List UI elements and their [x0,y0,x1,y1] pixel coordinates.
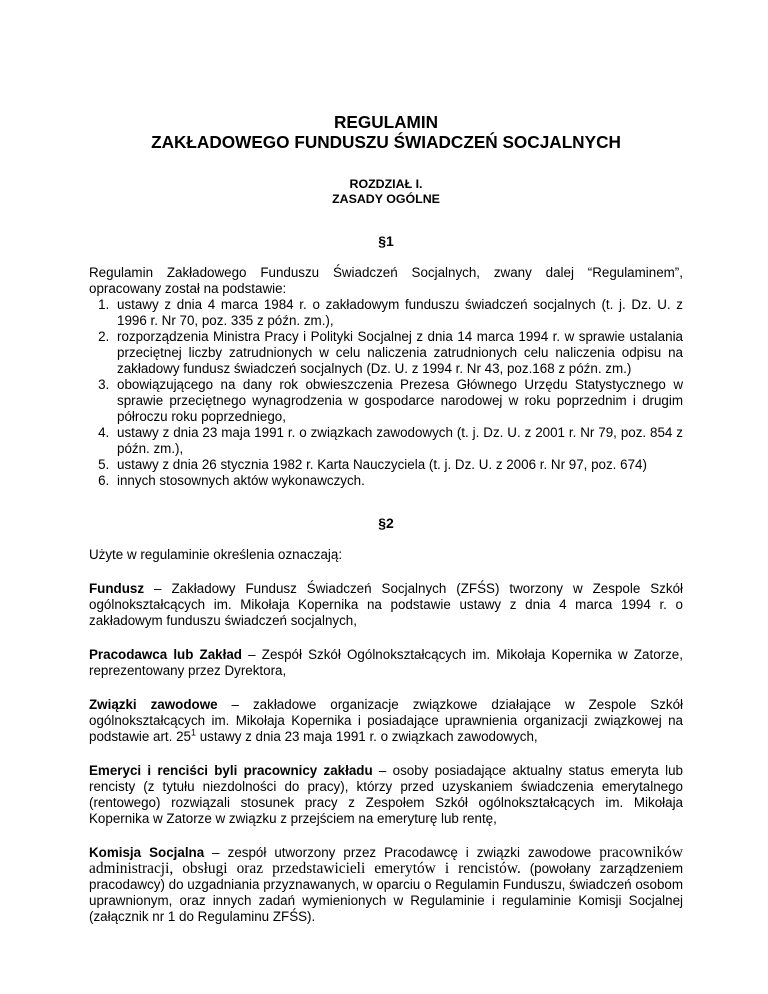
definition-pracodawca [89,647,683,679]
definition-fundusz [89,581,683,629]
superscript: 1 [190,727,196,738]
section-2-heading: §2 [378,515,394,531]
definition-text-serif: pracowników administracji, obsługi oraz przedstawicieli emerytów i rencistów. [89,844,683,877]
term-emeryci: Emeryci i renciści byli pracownicy zakładu [89,763,373,778]
chapter-heading [89,177,683,207]
list-item: 3. obowiązującego na dany rok obwieszczenia Prezesa Głównego Urzędu Statystycznego w sprawie przeciętnego wynagrodzenia w gospodarce narodowej w roku poprzednim i drugim półroczu roku poprzedniego, [113,377,683,425]
list-item: 6. innych stosownych aktów wykonawczych. [113,473,683,489]
definition-zwiazki [89,697,683,745]
definition-text: (powołany zarządzeniem pracodawcy) do uzgadniania przyznawanych, w oparciu o Regulamin Funduszu, świadczeń osobom uprawnionym, oraz innych zadań wymienionych w Regulaminie i regulaminie Komisji Socjalnej (załącznik nr 1 do Regulaminu ZFŚS). [89,861,683,924]
section-1-intro: Regulamin Zakładowego Funduszu Świadczeń Socjalnych, zwany dalej “Regulaminem”, opracowany został na podstawie: [89,265,683,296]
term-komisja: Komisja Socjalna [89,845,205,860]
chapter-title: ZASADY OGÓLNE [332,192,440,206]
section-1-heading: §1 [378,233,394,249]
list-item: 2. rozporządzenia Ministra Pracy i Polityki Socjalnej z dnia 14 marca 1994 r. w sprawie ustalania przeciętnej liczby zatrudnionych w celu naliczenia zatrudnionych celu naliczenia odpisu na zakładowy fundusz świadczeń socjalnych (Dz. U. z 1994 r. Nr 43, poz.168 z późn. zm.) [113,329,683,377]
definition-text: – zespół utworzony przez Pracodawcę i związki zawodowe [204,845,600,860]
definition-emeryci [89,763,683,827]
list-item: 5. ustawy z dnia 26 stycznia 1982 r. Karta Nauczyciela (t. j. Dz. U. z 2006 r. Nr 97, poz. 674) [113,457,683,473]
document-title [89,112,683,152]
definition-komisja [89,845,683,925]
definition-text: – osoby posiadające aktualny status emeryta lub rencisty (z tytułu niezdolności do pracy), którzy przed uzyskaniem świadczenia emerytalnego (rentowego) rozwiązali stosunek pracy z Zespołem Szkół ogólnokształcących im. Mikołaja Kopernika w Zatorze w związku z przejściem na emeryturę lub rentę, [89,763,683,826]
document-page [89,112,683,925]
definition-text: – Zespół Szkół Ogólnokształcących im. Mikołaja Kopernika w Zatorze, reprezentowany przez Dyrektora, [89,647,683,678]
term-pracodawca: Pracodawca lub Zakład [89,647,242,662]
definition-text: – Zakładowy Fundusz Świadczeń Socjalnych (ZFŚS) tworzony w Zespole Szkół ogólnokształcących im. Mikołaja Kopernika na podstawie ustawy z dnia 4 marca 1994 r. o zakładowym funduszu świadczeń socjalnych, [89,581,683,628]
definition-text: – zakładowe organizacje związkowe działające w Zespole Szkół ogólnokształcących im. Mikołaja Kopernika i posiadające uprawnienia organizacji związkowej na podstawie art. 25 [89,697,683,744]
definition-text: ustawy z dnia 23 maja 1991 r. o związkach zawodowych, [196,729,538,744]
chapter-number: ROZDZIAŁ I. [349,177,423,191]
term-fundusz: Fundusz [89,581,145,596]
list-item: 4. ustawy z dnia 23 maja 1991 r. o związkach zawodowych (t. j. Dz. U. z 2001 r. Nr 79, poz. 854 z późn. zm.), [113,425,683,457]
title-line-1: REGULAMIN [333,112,439,132]
list-item: 1. ustawy z dnia 4 marca 1984 r. o zakładowym funduszu świadczeń socjalnych (t. j. Dz. U. z 1996 r. Nr 70, poz. 335 z późn. zm.), [113,297,683,329]
legal-basis-list [89,297,683,489]
title-line-2: ZAKŁADOWEGO FUNDUSZU ŚWIADCZEŃ SOCJALNYCH [151,132,621,152]
section-2-intro: Użyte w regulaminie określenia oznaczają: [89,547,343,562]
term-zwiazki: Związki zawodowe [89,697,218,712]
